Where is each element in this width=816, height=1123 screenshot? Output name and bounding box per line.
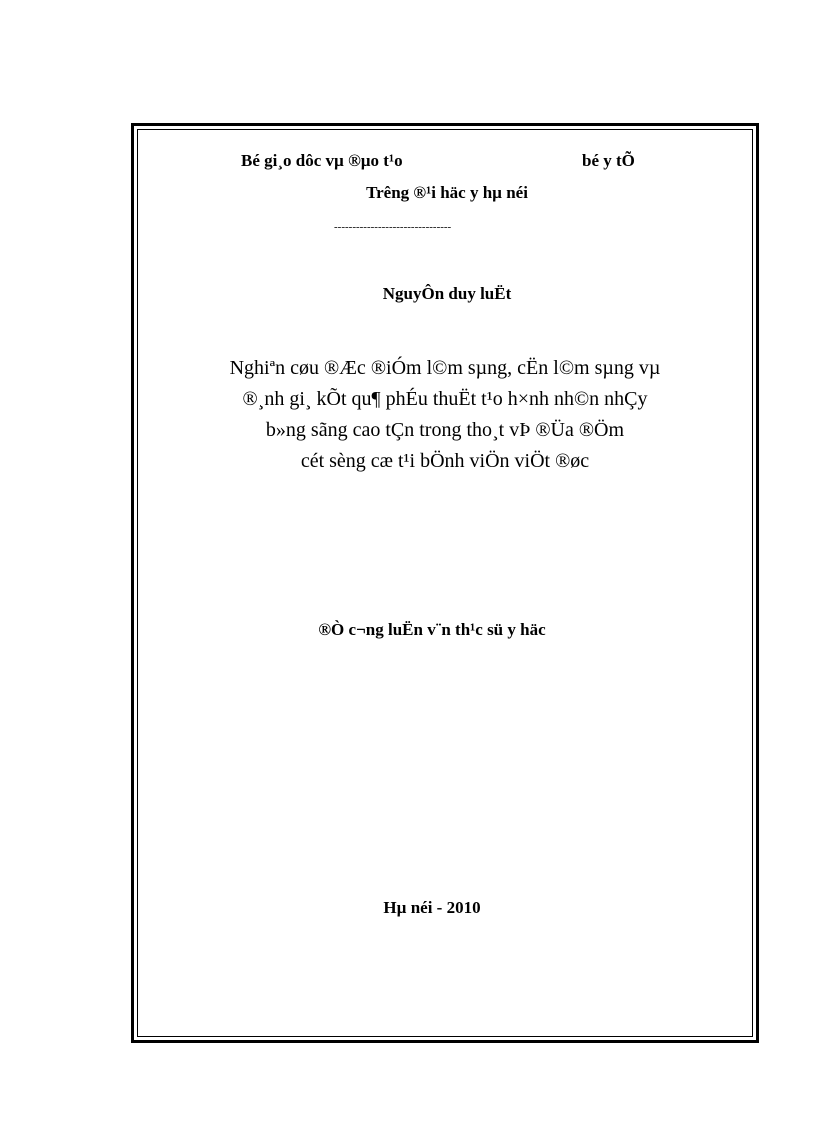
title-line: b»ng sãng cao tÇn trong tho¸t vÞ ®Üa ®Öm bbox=[265, 419, 625, 441]
author-name: NguyÔn duy luËt bbox=[382, 284, 512, 303]
title-line: cét sèng cæ t¹i bÖnh viÖn viÖt ®øc bbox=[300, 450, 590, 472]
header-rule: -------------------------------- bbox=[334, 221, 452, 233]
place-and-year: Hµ néi - 2010 bbox=[383, 898, 481, 917]
thesis-type: ®Ò c¬ng luËn v¨n th¹c sü y häc bbox=[318, 620, 546, 639]
ministry-education-label: Bé gi¸o dôc vµ ®µo t¹o bbox=[241, 151, 403, 170]
university-name: Trêng ®¹i häc y hµ néi bbox=[366, 183, 528, 202]
ministry-health-label: bé y tÕ bbox=[582, 151, 635, 170]
thesis-title bbox=[131, 353, 759, 477]
title-line: ®¸nh gi¸ kÕt qu¶ phÉu thuËt t¹o h×nh nh©n nhÇy bbox=[242, 388, 648, 410]
title-line: Nghiªn cøu ®Æc ®iÓm l©m sµng, cËn l©m sµng vµ bbox=[229, 357, 661, 379]
